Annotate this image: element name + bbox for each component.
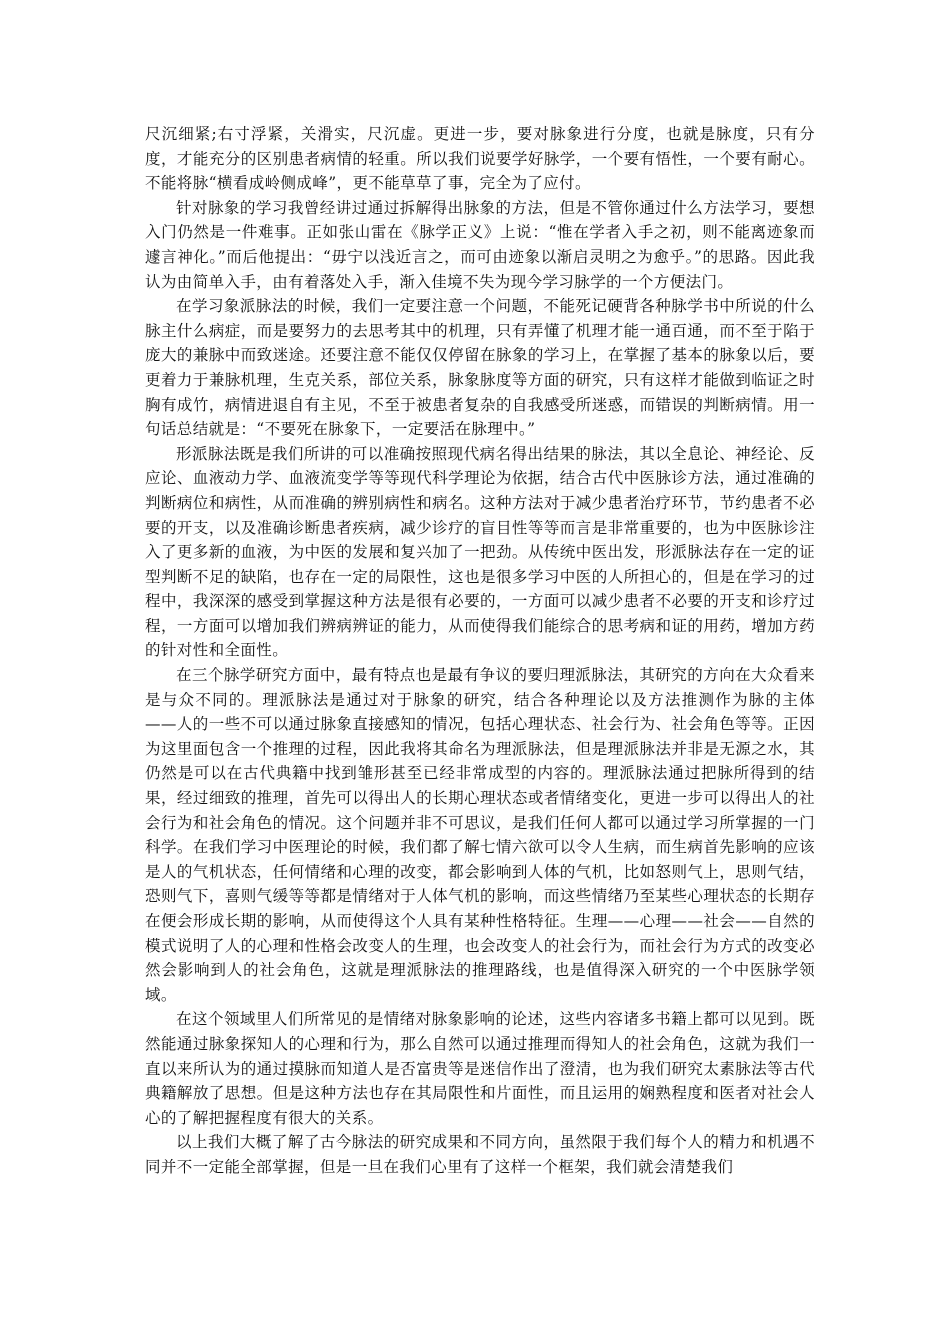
paragraph-2: 针对脉象的学习我曾经讲过通过拆解得出脉象的方法，但是不管你通过什么方法学习，要想入门仍然是一件难事。正如张山雷在《脉学正义》上说：“惟在学者入手之初，则不能离迹象而遽言神化。”而后他提出：“毋宁以浅近言之，而可由迹象以渐启灵明之为愈乎。”的思路。因此我认为由简单入手，由有着落处入手，渐入佳境不失为现今学习脉学的一个方便法门。 [145,198,815,291]
paragraph-1: 尺沉细紧;右寸浮紧，关滑实，尺沉虚。更进一步，要对脉象进行分度，也就是脉度，只有分度，才能充分的区别患者病情的轻重。所以我们说要学好脉学，一个要有悟性，一个要有耐心。不能将脉“横看成岭侧成峰”，更不能草草了事，完全为了应付。 [145,125,815,193]
paragraph-7: 以上我们大概了解了古今脉法的研究成果和不同方向，虽然限于我们每个人的精力和机遇不同并不一定能全部掌握，但是一旦在我们心里有了这样一个框架，我们就会清楚我们 [145,1133,815,1176]
paragraph-5: 在三个脉学研究方面中，最有特点也是最有争议的要归理派脉法，其研究的方向在大众看来是与众不同的。理派脉法是通过对于脉象的研究，结合各种理论以及方法推测作为脉的主体 ——人的一些不可以通过脉象直接感知的情况，包括心理状态、社会行为、社会角色等等。正因为这里面包含一个推理的过程，因此我将其命名为理派脉法，但是理派脉法并非是无源之水，其仍然是可以在古代典籍中找到雏形甚至已经非常成型的内容的。理派脉法通过把脉所得到的结果，经过细致的推理，首先可以得出人的长期心理状态或者情绪变化，更进一步可以得出人的社会行为和社会角色的情况。这个问题并非不可思议，是我们任何人都可以通过学习所掌握的一门科学。在我们学习中医理论的时候，我们都了解七情六欲可以令人生病，而生病首先影响的应该是人的气机状态，任何情绪和心理的改变，都会影响到人体的气机，比如怒则气上，思则气结，恐则气下，喜则气缓等等都是情绪对于人体气机的影响，而这些情绪乃至某些心理状态的长期存在便会形成长期的影响，从而使得这个人具有某种性格特征。生理——心理——社会——自然的模式说明了人的心理和性格会改变人的生理，也会改变人的社会行为，而社会行为方式的改变必然会影响到人的社会角色，这就是理派脉法的推理路线，也是值得深入研究的一个中医脉学领域。 [145,666,815,1004]
document-body [145,122,815,1180]
paragraph-4: 形派脉法既是我们所讲的可以准确按照现代病名得出结果的脉法，其以全息论、神经论、反应论、血液动力学、血液流变学等等现代科学理论为依据，结合古代中医脉诊方法，通过准确的判断病位和病性，从而准确的辨别病性和病名。这种方法对于减少患者治疗环节，节约患者不必要的开支，以及准确诊断患者疾病，减少诊疗的盲目性等等而言是非常重要的，也为中医脉诊注入了更多新的血液，为中医的发展和复兴加了一把劲。从传统中医出发，形派脉法存在一定的证型判断不足的缺陷，也存在一定的局限性，这也是很多学习中医的人所担心的，但是在学习的过程中，我深深的感受到掌握这种方法是很有必要的，一方面可以减少患者不必要的开支和诊疗过程，一方面可以增加我们辨病辨证的能力，从而使得我们能综合的思考病和证的用药，增加方药的针对性和全面性。 [145,444,815,660]
paragraph-3: 在学习象派脉法的时候，我们一定要注意一个问题，不能死记硬背各种脉学书中所说的什么脉主什么病症，而是要努力的去思考其中的机理，只有弄懂了机理才能一通百通，而不至于陷于庞大的兼脉中而致迷途。还要注意不能仅仅停留在脉象的学习上，在掌握了基本的脉象以后，要更着力于兼脉机理，生克关系，部位关系，脉象脉度等方面的研究，只有这样才能做到临证之时胸有成竹，病情进退自有主见，不至于被患者复杂的自我感受所迷惑，而错误的判断病情。用一句话总结就是：“不要死在脉象下，一定要活在脉理中。” [145,297,815,439]
paragraph-6: 在这个领域里人们所常见的是情绪对脉象影响的论述，这些内容诸多书籍上都可以见到。既然能通过脉象探知人的心理和行为，那么自然可以通过推理而得知人的社会角色，这就为我们一直以来所认为的通过摸脉而知道人是否富贵等是迷信作出了澄清，也为我们研究太素脉法等古代典籍解放了思想。但是这种方法也存在其局限性和片面性，而且运用的娴熟程度和医者对社会人心的了解把握程度有很大的关系。 [145,1010,815,1127]
